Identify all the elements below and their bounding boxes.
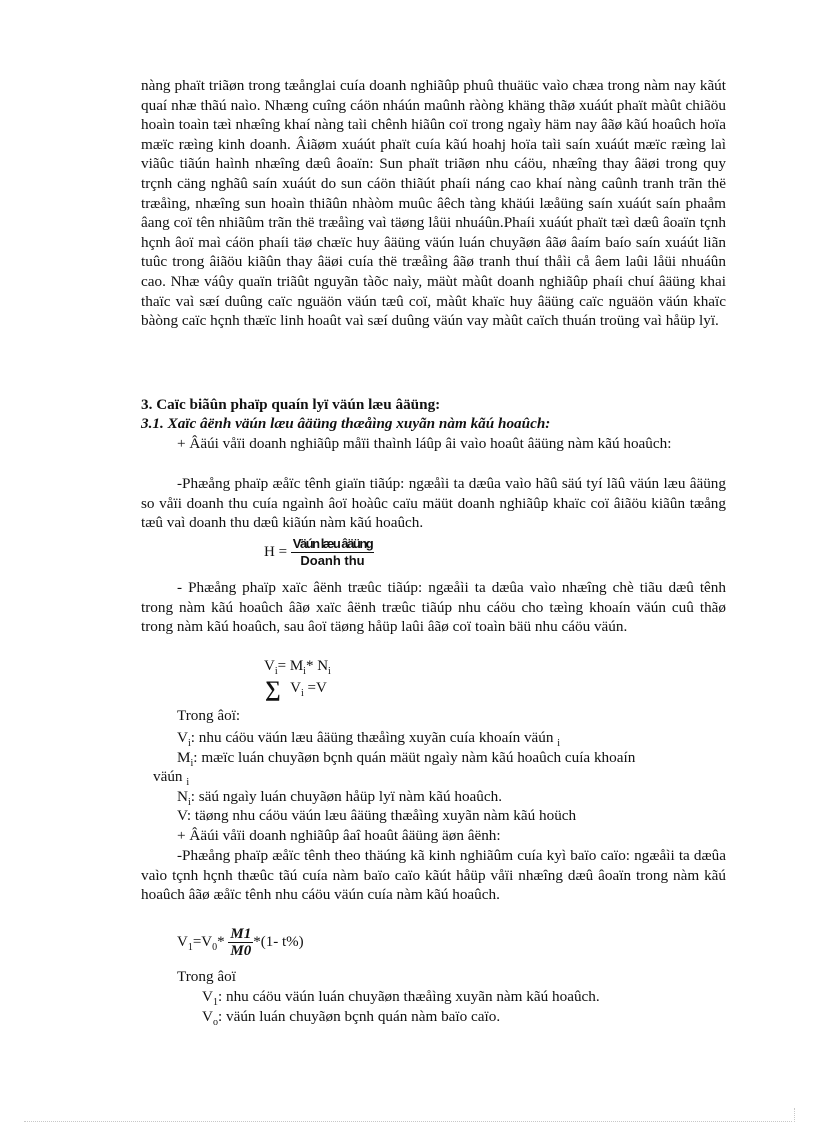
def-vi-sub: i xyxy=(187,738,191,750)
formula-v1-numerator: M1 xyxy=(230,926,252,942)
formula-vi-eq: = M xyxy=(277,658,304,674)
formula-v1-times: * xyxy=(217,933,225,950)
def-vi-sym: V xyxy=(177,729,188,746)
def-mi-tail: i xyxy=(186,777,190,789)
def-ni-sym: N xyxy=(177,788,188,805)
method-experience-paragraph: -Phæång phaïp æåïc tênh theo thäúng kã kinh nghiãûm cuía kyì baïo caïo: ngæåìi ta dæûa vaìo tçnh hçnh thæûc tãú cuía nàm baïo caïo kãút håüp våïi nhæîng dæû âoaïn trong nàm kãú hoaûch âãø æåïc tênh nhu cáöu väún cuía nàm kãú hoaûch. xyxy=(141,847,726,904)
formula-v1-rest: *(1- t%) xyxy=(253,933,304,950)
def-v0-text: : väún luán chuyãøn bçnh quán nàm baïo caïo. xyxy=(217,1008,501,1025)
page-corner-rule xyxy=(794,1108,795,1122)
formula-h-denominator: Doanh thu xyxy=(300,553,365,568)
where-label-1: Trong âoï: xyxy=(177,707,241,724)
formula-vi xyxy=(264,658,331,677)
def-mi-text: : mæïc luán chuyãøn bçnh quán mäüt ngaìy nàm kãú hoaûch cuía khoaín xyxy=(193,749,636,766)
definition-v0 xyxy=(202,1007,500,1033)
formula-v1-eq: =V xyxy=(192,933,213,950)
bullet-new-enterprise: + Âäúi våïi doanh nghiãûp måïi thaình láûp âi vaìo hoaût âäüng nàm kãú hoaûch: xyxy=(177,435,672,452)
def-v1-sub: 1 xyxy=(212,997,218,1009)
section-heading-3-1: 3.1. Xaïc âënh väún læu âäüng thæåìng xuyãn nàm kãú hoaûch: xyxy=(141,415,551,432)
sigma-symbol: ∑ xyxy=(265,676,281,701)
formula-vi-sub2: i xyxy=(303,666,306,677)
def-v1-sym: V xyxy=(202,988,213,1005)
def-ni-sub: i xyxy=(187,797,191,809)
def-ni-text: : säú ngaìy luán chuyãøn håüp lyï nàm kãú hoaûch. xyxy=(190,788,503,805)
where-label-2: Trong âoï xyxy=(177,968,236,985)
bullet-existing-enterprise: + Âäúi våïi doanh nghiãûp âaî hoaût âäüng äøn âënh: xyxy=(177,827,501,844)
def-mi-cont: väún xyxy=(153,768,183,785)
formula-v1-fraction xyxy=(228,926,253,959)
definition-mi xyxy=(177,748,635,774)
formula-vi-sub: i xyxy=(274,666,278,677)
def-mi-sub: i xyxy=(190,758,194,770)
formula-h xyxy=(264,536,374,569)
formula-v1-v: V xyxy=(177,933,188,950)
formula-sum-rest: =V xyxy=(303,680,327,696)
method-indirect-paragraph: -Phæång phaïp æåïc tênh giaïn tiãúp: ngæåìi ta dæûa vaìo hãû säú tyí lãû väún læu âäüng so våïi doanh thu cuía ngaình âoï hoàûc caïu mäüt doanh nghiãûp khaïc coï âiãöu kiãûn tæång tæû vaì doanh thu dæû kiãún nàm kãú hoaûch. xyxy=(141,475,726,532)
def-v0-sym: V xyxy=(202,1008,213,1025)
formula-vi-sub3: i xyxy=(328,666,331,677)
formula-sum xyxy=(265,676,327,703)
def-vi-tail: i xyxy=(557,738,561,750)
def-vi-text: : nhu cáöu väún læu âäüng thæåìng xuyãn cuía khoaín väún xyxy=(190,729,554,746)
formula-sum-v: V xyxy=(290,680,302,696)
def-v0-sub: o xyxy=(212,1017,218,1029)
formula-vi-v: V xyxy=(264,658,275,674)
formula-sum-sub: i xyxy=(301,688,304,699)
def-v1-text: : nhu cáöu väún luán chuyãøn thæåìng xuyãn nàm kãú hoaûch. xyxy=(217,988,600,1005)
formula-v1-sub: 1 xyxy=(187,941,193,953)
formula-v1 xyxy=(177,926,304,959)
formula-vi-times: * N xyxy=(305,658,329,674)
formula-h-lhs: H = xyxy=(264,543,288,560)
formula-h-numerator: Väún læu âäüng xyxy=(292,536,373,551)
method-direct-paragraph: - Phæång phaïp xaïc âënh træûc tiãúp: ngæåìi ta dæûa vaìo nhæîng chè tiãu dæû tênh trong nàm kãú hoaûch âãø xaïc âënh træûc tiãúp nhu cáöu cho tæìng khoaín väún cuû thãø trong nàm kãú hoaûch, sau âoï täøng håüp laûi âãø coï toaìn bäü nhu cáöu väún. xyxy=(141,579,726,636)
page-bottom-rule xyxy=(24,1121,792,1122)
section-heading-3: 3. Caïc biãûn phaïp quaín lyï väún læu âäüng: xyxy=(141,396,441,413)
formula-v1-denominator: M0 xyxy=(230,943,252,959)
def-mi-sym: M xyxy=(177,749,191,766)
formula-h-fraction xyxy=(291,536,374,569)
formula-v1-sub0: 0 xyxy=(212,941,218,953)
intro-paragraph: nàng phaït triãøn trong tæånglai cuía doanh nghiãûp phuû thuäüc vaìo chæa trong nàm nay kãút quaí nhæ thãú naìo. Nhæng cuîng cáön nháún maûnh ràòng khäng thãø xuáút phaït màût chiãöu hoaìn toaìn tæì nhæîng khaí nàng taìi chênh hiãûn coï trong ngaìy häm nay âãø kãú hoaûch hoïa mæïc ræìng kinh doanh. Âiãøm xuáút phaït cuía kãú hoahj hoïa taìi saín xuáút mæïc ræìng laì viãûc tiãún haình nhæîng dæû âoaïn: Sun phaït triãøn nhu cáöu, nhæîng thay âäøi trong quy trçnh cäng nghãû saín xuáút do sun cáön thiãút phaíi náng cao khaí nàng caûnh tranh trãn thë træåìng, nhæîng sun hoaìn thiãûn nhàòm muûc âêch tàng khäúi læåüng saín xuáút saín phaåm âang coï tên nhiãûm trãn thë træåìng vaì täøng låüi nhuáûn.Phaíi xuáút phaït tæì dæû âoaïn tçnh hçnh âoï maì cáön phaíi täø chæïc huy âäüng väún luán chuyãøn âãø âaím baío saín xuáút liãn tuûc trong âiãöu kiãûn thay âäøi cuía thë træåìng âãø tranh thuí thåìi cå âem laûi låüi nhuáûn cao. Nhæ váûy quaïn triãût nguyãn tàõc naìy, mäùt màût doanh nghiãûp phaíi chuí âäüng khai thaïc vaì sæí duûng caïc nguäön väún tæû coï, màût khaïc huy âäüng caïc nguäön väún khaïc bàòng caïc hçnh thæïc linh hoaût vaì sæí duûng väún vay màût caïch thuán troüng vaì håüp lyï. xyxy=(141,77,726,330)
definition-v: V: täøng nhu cáöu väún læu âäüng thæåìng xuyãn nàm kãú hoüch xyxy=(177,807,577,824)
